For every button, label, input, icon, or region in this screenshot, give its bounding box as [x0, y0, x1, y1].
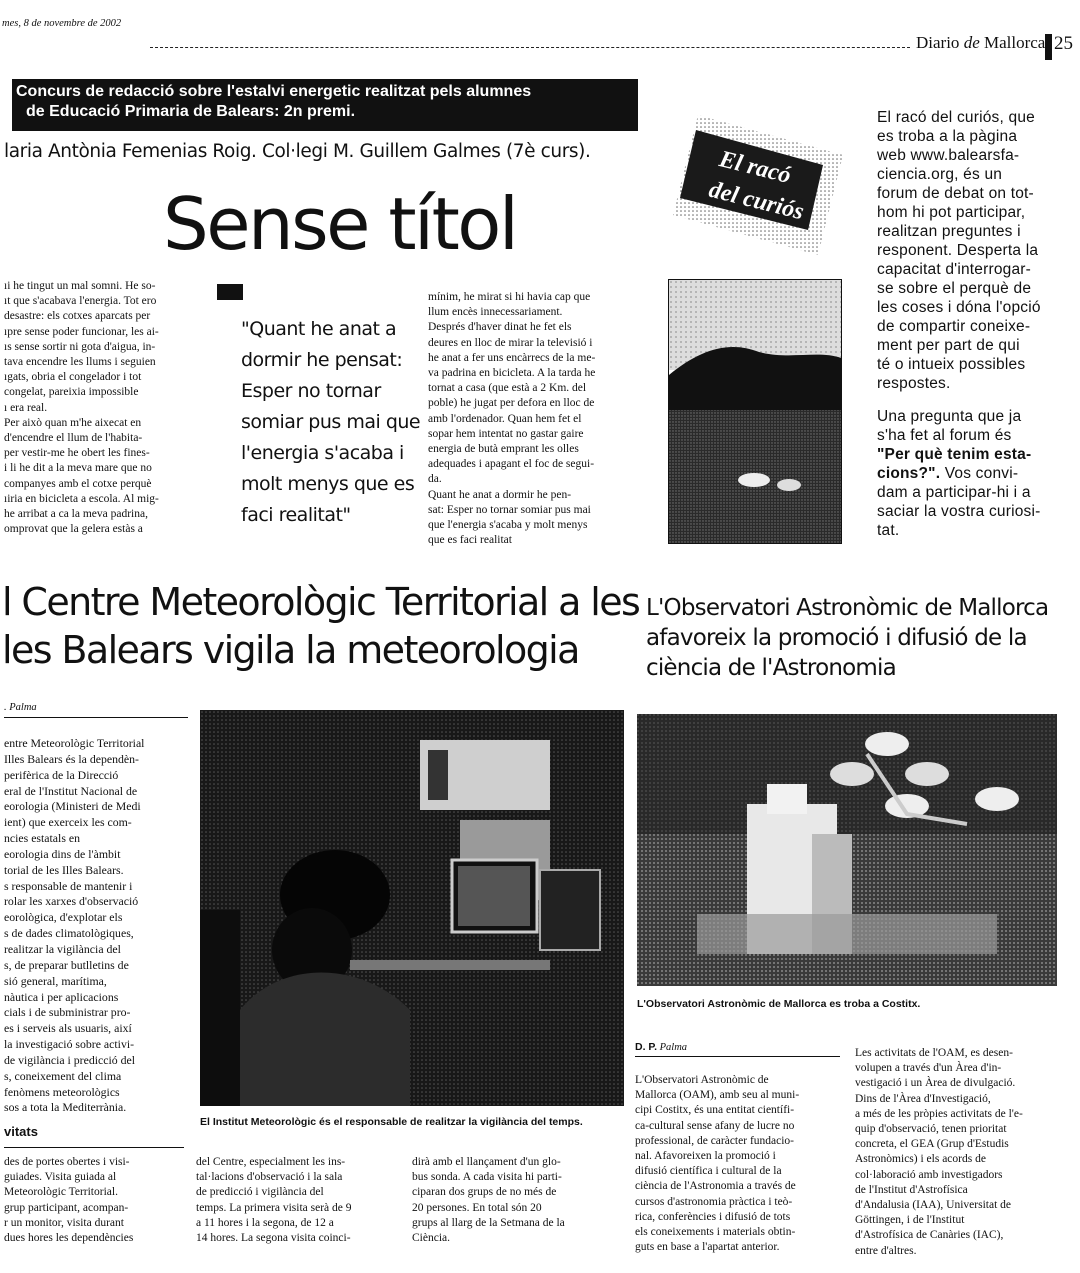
meteo-body-line: rolar les xarxes d'observació — [4, 894, 139, 909]
meteo-bottom-col3-line: ciparan dos grups de no més de — [412, 1186, 557, 1199]
astro-column-2 — [855, 1046, 1055, 1259]
contest-col3-line: adequades i apagant el foc de segui- — [428, 458, 595, 471]
astro-col2-line: Dins de l'Àrea d'Investigació, — [855, 1092, 991, 1105]
meteo-body-line: nàutica i per aplicacions — [4, 989, 119, 1004]
contest-col3-line: va padrina en bicicleta. A la tarda he — [428, 367, 596, 380]
astro-dateline-initials: D. P. — [635, 1041, 657, 1053]
contest-col3-line: deures en lloc de mirar la televisió i — [428, 336, 593, 349]
astro-col2-line: Les activitats de l'OAM, es desen- — [855, 1047, 1013, 1059]
meteo-bottom-column-2 — [196, 1155, 398, 1246]
contest-col3-line: poble) he jugat per defora en lloc de — [428, 397, 595, 410]
meteo-body-line: perifèrica de la Direcció — [4, 767, 119, 782]
meteo-bottom-col1-line: des de portes obertes i visi- — [4, 1156, 130, 1168]
meteo-headline — [2, 578, 639, 674]
contest-col3-line: energia de butà emprant les olles — [428, 443, 579, 456]
curios-text-line: se sobre el perquè de — [877, 280, 1032, 297]
meteo-body-line: torial de les Illes Balears. — [4, 862, 124, 877]
contest-col1-line: Per això quan m'he aixecat en — [4, 416, 142, 429]
curios-question-line2-wrap — [877, 464, 1055, 483]
meteo-bottom-col2-line: tal·lacions d'observació i la sala — [196, 1171, 343, 1184]
curios-logo-line2: del curiós — [706, 176, 807, 226]
contest-col3-line: amb l'ordenador. Quan hem fet el — [428, 412, 582, 425]
astro-col2-line: col·laboració amb investigadors — [855, 1168, 1003, 1181]
newspaper-name-post: Mallorca — [979, 33, 1046, 52]
curios-invitation-line2: s'ha fet al forum és — [877, 427, 1012, 444]
pull-quote-line: somiar pus mai que — [241, 411, 421, 433]
meteo-body-line: eral de l'Institut Nacional de — [4, 783, 138, 798]
meteo-bottom-column-1 — [4, 1155, 184, 1246]
contest-col1-line: congelat, pareixia impossible — [4, 386, 139, 399]
meteo-body — [4, 736, 184, 1116]
contest-col1-line: d'encendre el llum de l'habita- — [4, 432, 143, 445]
contest-col1-line: he arribat a ca la meva padrina, — [4, 508, 148, 521]
meteo-photo-caption: El Institut Meteorològic és el responsable de realitzar la vigilància del temps. — [200, 1116, 583, 1128]
pull-quote-line: l'energia s'acaba i — [241, 442, 404, 464]
meteo-bottom-col1-line: Meteorològic Territorial. — [4, 1186, 118, 1199]
meteo-body-line: sió general, marítima, — [4, 973, 107, 988]
meteo-headline-line2: les Balears vigila la meteorologia — [2, 628, 579, 672]
contest-column-3 — [428, 290, 633, 548]
astro-col2-line: a més de les pròpies activitats de l'e- — [855, 1107, 1023, 1120]
astro-col2-line: vestigació i un Àrea de divulgació. — [855, 1077, 1016, 1090]
astro-col1-line: cursos d'astronomia pràctica i teò- — [635, 1195, 793, 1208]
contest-col3-line: da. — [428, 473, 442, 486]
meteo-bottom-col3-line: dirà amb el llançament d'un glo- — [412, 1156, 561, 1168]
meteo-body-line: s de dades climatològiques, — [4, 926, 134, 941]
meteo-bottom-col2-line: a 11 hores i la segona, de 12 a — [196, 1216, 334, 1229]
curios-text-line: responent. Desperta la — [877, 242, 1039, 259]
pull-quote-line: Esper no tornar — [241, 380, 381, 402]
contest-col1-line: per vestir-me he obert les fines- — [4, 447, 150, 460]
contest-col3-line: sopar hem intentat no gastar gaire — [428, 427, 584, 440]
astro-col1-line: rica, conferències i difusió de tots — [635, 1210, 791, 1223]
header-dashed-rule — [150, 47, 910, 48]
contest-col1-line: ıpre sense poder funcionar, les ai- — [4, 325, 159, 338]
meteo-photo — [200, 710, 624, 1106]
meteo-body-line: s responsable de mantenir i — [4, 878, 133, 893]
astro-photo-caption: L'Observatori Astronòmic de Mallorca es troba a Costitx. — [637, 998, 921, 1010]
astro-col1-line: els coneixements i materials obtin- — [635, 1226, 796, 1239]
astro-col1-line: professional, de caràcter fundacio- — [635, 1134, 795, 1147]
astro-col2-line: concreta, el GEA (Grup d'Estudis — [855, 1138, 1009, 1151]
meteo-body-line: es i serveis als usuaris, així — [4, 1021, 132, 1036]
article-title: Sense títol — [163, 182, 517, 266]
pull-quote-line: dormir he pensat: — [241, 349, 403, 371]
landscape-image — [669, 280, 841, 543]
astro-col1-line: difusió científica i cultural de la — [635, 1165, 782, 1178]
astro-col2-line: Göttingen, i de l'Institut — [855, 1214, 965, 1227]
contest-col3-line: mínim, he mirat si hi havia cap que — [428, 291, 591, 303]
contest-byline: laria Antònia Femenias Roig. Col·legi M. Guillem Galmes (7è curs). — [4, 141, 591, 162]
meteo-bottom-col2-line: 14 hores. La segona visita coinci- — [196, 1232, 351, 1245]
astro-col2-line: volupen a través d'un Àrea d'in- — [855, 1062, 1002, 1075]
contest-banner-line1: Concurs de redacció sobre l'estalvi energetic realitzat pels alumnes — [16, 83, 532, 100]
meteo-bottom-col2-line: del Centre, especialment les ins- — [196, 1156, 346, 1168]
meteo-body-line: fenòmens meteorològics — [4, 1084, 120, 1099]
meteo-bottom-col2-line: de predicció i vigilància del — [196, 1186, 324, 1199]
meteo-dateline-rule — [4, 717, 188, 718]
pull-quote-line: "Quant he anat a — [241, 318, 397, 340]
astro-dateline-city: Palma — [656, 1042, 688, 1053]
contest-col1-line: tava encendre les llums i seguien — [4, 356, 156, 369]
meteo-dateline: . Palma — [4, 702, 37, 713]
curios-invitation-line4: dam a participar-hi i a — [877, 484, 1031, 501]
curios-text-line: El racó del curiós, que — [877, 109, 1035, 126]
contest-col3-line: he anat a fer uns encàrrecs de la me- — [428, 351, 596, 364]
astro-headline-line3: ciència de l'Astronomia — [646, 655, 896, 681]
contest-col1-line: ıs sense sortir ni gota d'aigua, in- — [4, 340, 156, 353]
curios-invitation-line1: Una pregunta que ja — [877, 408, 1022, 425]
newspaper-name-de: de — [963, 33, 980, 52]
curios-invitation-line3: Vos convi- — [940, 465, 1019, 482]
meteo-bottom-col3-line: bus sonda. A cada visita hi parti- — [412, 1171, 562, 1184]
contest-col1-line: ı era real. — [4, 401, 48, 414]
meteo-bottom-column-3 — [412, 1155, 617, 1246]
contest-column-1 — [4, 279, 196, 537]
astro-photo — [637, 714, 1057, 986]
meteo-bottom-col1-line: r un monitor, visita durant — [4, 1216, 124, 1229]
curios-text-line: respostes. — [877, 375, 951, 392]
astro-col2-line: d'Astrofísica de Canàries (IAC), — [855, 1229, 1004, 1242]
meteo-bottom-col1-line: grup participant, acompan- — [4, 1201, 129, 1214]
astro-headline-line2: afavoreix la promoció i difusió de la — [646, 625, 1027, 651]
curios-invitation — [877, 407, 1055, 540]
curios-invitation-line5: saciar la vostra curiosi- — [877, 503, 1041, 520]
astro-dateline-rule — [635, 1056, 840, 1057]
curios-question-line1: "Per què tenim esta- — [877, 446, 1032, 463]
curios-text — [877, 108, 1055, 393]
contest-col1-line: omprovat que la gelera estàs a — [4, 523, 143, 536]
curios-text-line: web www.balearsfa- — [877, 147, 1020, 164]
pull-quote-line: molt menys que es — [241, 473, 415, 495]
meteo-body-line: Illes Balears és la dependèn- — [4, 751, 139, 766]
contest-col3-line: que es faci realitat — [428, 534, 512, 547]
meteo-body-line: s, coneixement del clima — [4, 1068, 122, 1083]
page-number-bar — [1045, 34, 1052, 60]
meteo-body-line: s, de preparar butlletins de — [4, 957, 129, 972]
contest-col3-line: sat: Esper no tornar somiar pus mai — [428, 503, 591, 516]
contest-col1-line: desastre: els cotxes aparcats per — [4, 310, 151, 323]
contest-col3-line: que l'energia s'acaba y molt menys — [428, 519, 588, 532]
meteo-bottom-col1-line: dues hores les dependències — [4, 1232, 134, 1245]
meteo-body-line: realitzar la vigilància del — [4, 941, 121, 956]
meteo-bottom-col3-line: 20 persones. En total són 20 — [412, 1201, 542, 1214]
contest-col1-line: i li he dit a la meva mare que no — [4, 462, 152, 475]
astro-headline-line1: L'Observatori Astronòmic de Mallorca — [646, 595, 1049, 621]
black-marker — [217, 284, 243, 300]
astro-col2-line: de l'Institut d'Astrofísica — [855, 1183, 968, 1196]
astro-col2-line: quip d'observació, tenen prioritat — [855, 1123, 1007, 1136]
curios-logo-line1: El racó — [716, 146, 794, 190]
astro-col2-line: entre d'altres. — [855, 1244, 917, 1257]
astro-dateline — [635, 1041, 687, 1053]
curios-text-line: forum de debat on tot- — [877, 185, 1034, 202]
contest-col1-line: ıi he tingut un mal somni. He so- — [4, 280, 156, 292]
issue-date: mes, 8 de novembre de 2002 — [2, 18, 122, 29]
meteo-body-line: ncies estatals en — [4, 831, 80, 846]
meteo-bottom-col1-line: guiades. Visita guiada al — [4, 1171, 117, 1184]
astro-col1-line: ciència de l'Astronomia a través de — [635, 1180, 796, 1193]
curios-text-line: hom hi pot participar, — [877, 204, 1026, 221]
astro-col1-line: guts en base a l'apartat anterior. — [635, 1241, 780, 1254]
meteo-body-line: sos a tota la Mediterrània. — [4, 1100, 127, 1115]
curios-text-line: ciencia.org, és un — [877, 166, 1003, 183]
contest-col3-line: Quant he anat a dormir he pen- — [428, 488, 572, 501]
astro-col2-line: Astronòmics) i els acords de — [855, 1153, 986, 1166]
contest-col1-line: ıiria en bicicleta a escola. Al mig- — [4, 492, 159, 505]
curios-text-line: de compartir coneixe- — [877, 318, 1031, 335]
meteo-bottom-col3-line: Ciència. — [412, 1232, 450, 1245]
meteo-body-line: entre Meteorològic Territorial — [4, 736, 145, 750]
contest-col3-line: Després d'haver dinat he fet els — [428, 321, 572, 334]
curios-question-line2: cions?". — [877, 465, 941, 482]
curios-text-line: capacitat d'interrogar- — [877, 261, 1032, 278]
pull-quote — [241, 314, 431, 531]
meteo-bottom-col3-line: grups al llarg de la Setmana de la — [412, 1216, 565, 1229]
contest-col1-line: ıt que s'acabava l'energia. Tot ero — [4, 295, 157, 308]
meteo-photo-image — [200, 710, 624, 1106]
contest-col3-line: tornat a casa (que està a 2 Km. del — [428, 382, 587, 395]
pull-quote-line: faci realitat" — [241, 504, 351, 526]
curios-text-line: les coses i dóna l'opció — [877, 299, 1041, 316]
meteo-body-line: eorològica, d'explotar els — [4, 910, 123, 925]
astro-headline — [646, 593, 1048, 683]
newspaper-name-pre: Diario — [916, 33, 964, 52]
meteo-body-line: ient) que exerceix les com- — [4, 815, 132, 830]
meteo-body-line: de vigilància i predicció del — [4, 1052, 136, 1067]
astro-column-1 — [635, 1073, 835, 1255]
curios-text-line: realitzan preguntes i — [877, 223, 1021, 240]
meteo-body-line: eorologia (Ministeri de Medi — [4, 799, 141, 814]
contest-banner — [12, 79, 638, 131]
contest-col1-line: ıgats, obria el congelador i tot — [4, 371, 142, 384]
astro-col1-line: ca-cultural sense afany de lucre no — [635, 1119, 795, 1132]
page-number: 25 — [1054, 33, 1073, 54]
meteo-body-line: la investigació sobre activi- — [4, 1037, 135, 1052]
astro-col2-line: d'Andalusia (IAA), Universitat de — [855, 1199, 1012, 1212]
meteo-headline-line1: l Centre Meteorològic Territorial a les — [2, 580, 640, 624]
meteo-subhead: vitats — [4, 1124, 38, 1139]
astro-col1-line: nal. Afavoreixen la promoció i — [635, 1150, 776, 1163]
astro-col1-line: cipi Costitx, és una entitat científi- — [635, 1104, 795, 1117]
astro-col1-line: L'Observatori Astronòmic de — [635, 1074, 769, 1086]
curios-logo — [668, 110, 848, 260]
astro-photo-image — [637, 714, 1057, 986]
curios-text-line: es troba a la pàgina — [877, 128, 1018, 145]
meteo-body-line: cials i de subministrar pro- — [4, 1005, 131, 1020]
curios-text-line: té o intueix possibles — [877, 356, 1026, 373]
meteo-bottom-col2-line: temps. La primera visita serà de 9 — [196, 1201, 352, 1214]
landscape-photo — [668, 279, 842, 544]
newspaper-name — [916, 33, 1045, 53]
contest-banner-line2: de Educació Primaria de Balears: 2n premi. — [26, 103, 356, 120]
contest-col1-line: companyes amb el cotxe perquè — [4, 477, 152, 490]
meteo-subhead-rule — [4, 1147, 184, 1148]
astro-col1-line: Mallorca (OAM), amb seu al muni- — [635, 1089, 800, 1102]
contest-col3-line: llum encès innecessariament. — [428, 306, 563, 319]
curios-text-line: ment per part de qui — [877, 337, 1020, 354]
curios-invitation-line6: tat. — [877, 522, 900, 539]
meteo-body-line: eorologia dins de l'àmbit — [4, 846, 121, 861]
